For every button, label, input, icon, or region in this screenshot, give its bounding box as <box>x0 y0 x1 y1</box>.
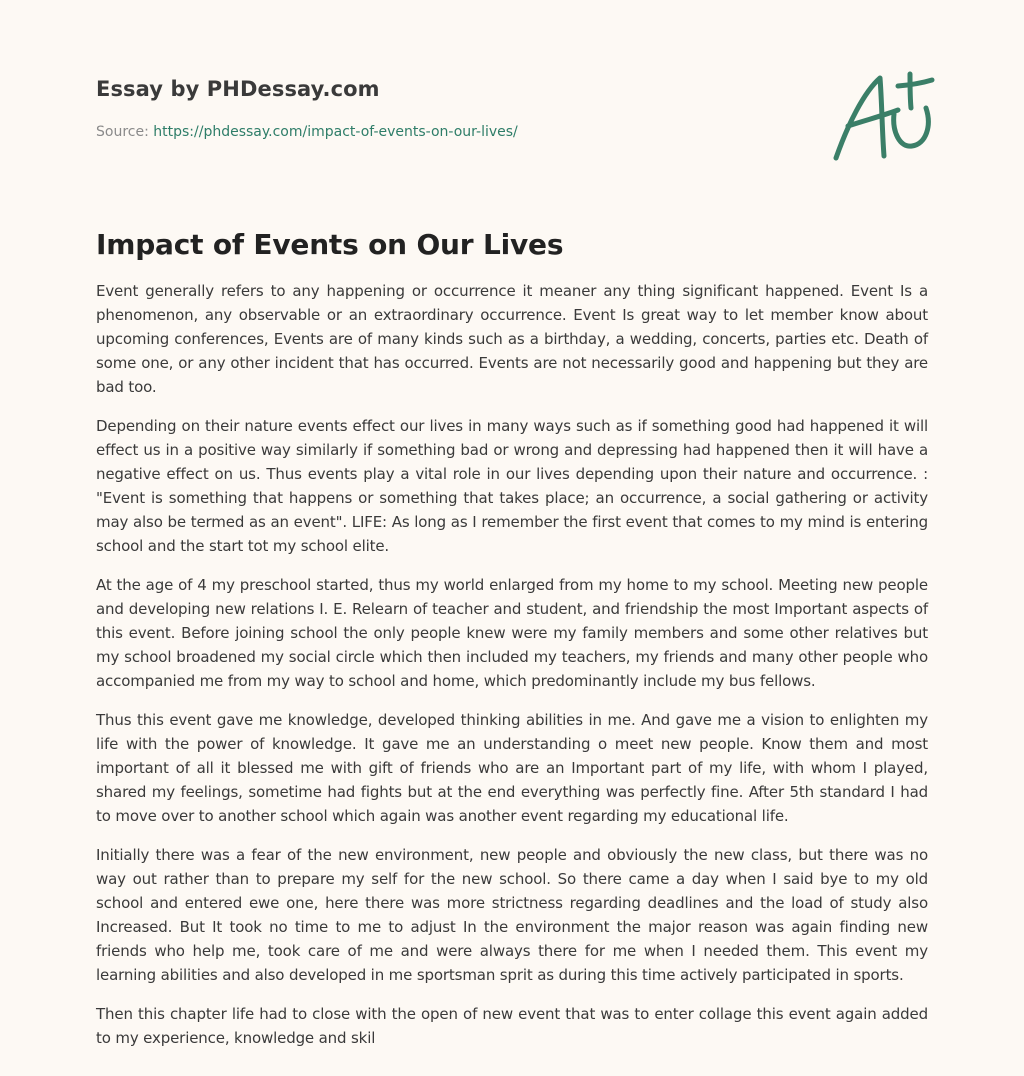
essay-body <box>96 279 928 1050</box>
essay-paragraph: At the age of 4 my preschool started, thus my world enlarged from my home to my school. Meeting new people and developing new relations I. E. Relearn of teacher and student, and friendship the most Important aspects of this event. Before joining school the only people knew were my family members and some other relatives but my school broadened my social circle which then included my teachers, my friends and many other people who accompanied me from my way to school and home, which predominantly include my bus fellows. <box>96 576 928 690</box>
a-plus-logo-icon <box>826 64 936 168</box>
essay-title: Impact of Events on Our Lives <box>96 228 564 261</box>
essay-paragraph: Initially there was a fear of the new environment, new people and obviously the new class, but there was no way out rather than to prepare my self for the new school. So there came a day when I said bye to my old school and entered ewe one, here there was more strictness regarding deadlines and the load of study also Increased. But It took no time to me to adjust In the environment the major reason was again finding new friends who help me, took care of me and were always there for me when I needed them. This event my learning abilities and also developed in me sportsman sprit as during this time actively participated in sports. <box>96 846 928 984</box>
source-line <box>96 124 518 140</box>
essay-paragraph: Event generally refers to any happening or occurrence it meaner any thing significant happened. Event Is a phenomenon, any observable or an extraordinary occurrence. Event Is great way to let member know about upcoming conferences, Events are of many kinds such as a birthday, a wedding, concerts, parties etc. Death of some one, or any other incident that has occurred. Events are not necessarily good and happening but they are bad too. <box>96 282 928 396</box>
essay-paragraph: Then this chapter life had to close with the open of new event that was to enter collage this event again added to my experience, knowledge and skil <box>96 1005 928 1047</box>
essay-paragraph: Thus this event gave me knowledge, developed thinking abilities in me. And gave me a vision to enlighten my life with the power of knowledge. It gave me an understanding o meet new people. Know them and most important of all it blessed me with gift of friends who are an Important part of my life, with whom I played, shared my feelings, sometime had fights but at the end everything was perfectly fine. After 5th standard I had to move over to another school which again was another event regarding my educational life. <box>96 711 928 825</box>
essay-paragraph: Depending on their nature events effect our lives in many ways such as if something good had happened it will effect us in a positive way similarly if something bad or wrong and depressing had happened then it will have a negative effect on us. Thus events play a vital role in our lives depending upon their nature and occurrence. : "Event is something that happens or something that takes place; an occurrence, a social gathering or activity may also be termed as an event". LIFE: As long as I remember the first event that comes to my mind is entering school and the start tot my school elite. <box>96 417 928 555</box>
source-link[interactable]: https://phdessay.com/impact-of-events-on-our-lives/ <box>153 124 518 140</box>
page-header <box>96 0 928 180</box>
site-brand: Essay by PHDessay.com <box>96 77 380 101</box>
source-label: Source: <box>96 124 149 140</box>
